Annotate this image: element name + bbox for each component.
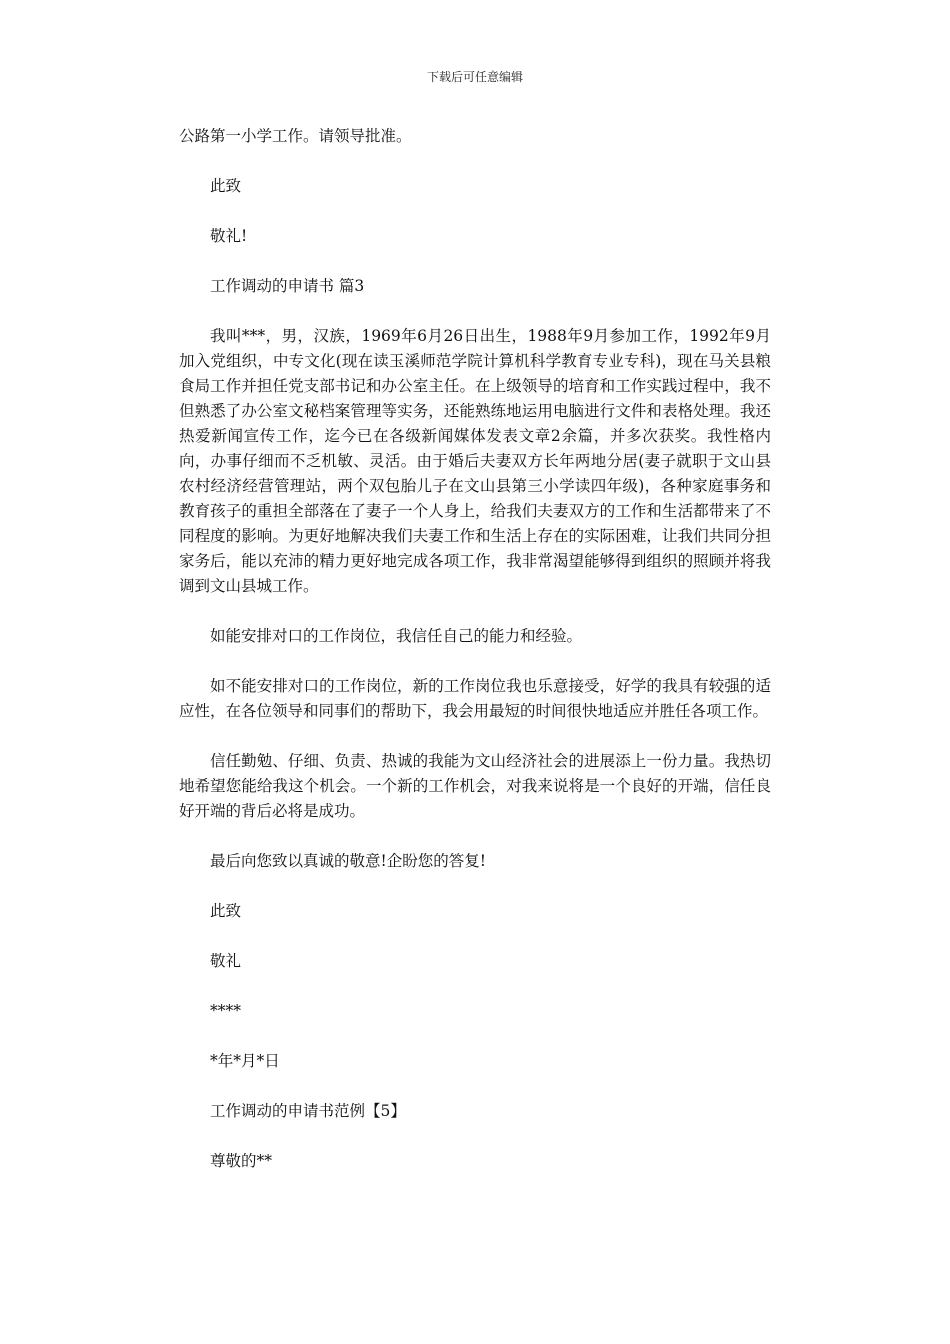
- section-title: 工作调动的申请书 篇3: [210, 277, 365, 295]
- greeting: 尊敬的**: [210, 1152, 273, 1170]
- closing-respect: 敬礼: [210, 952, 242, 970]
- paragraph: 如能安排对口的工作岗位，我信任自己的能力和经验。: [210, 627, 583, 645]
- document-body: [179, 124, 771, 1199]
- section-title: 工作调动的申请书范例【5】: [210, 1102, 406, 1120]
- paragraph-intro: 我叫***，男，汉族，1969年6月26日出生，1988年9月参加工作，1992年9月加入党组织，中专文化(现在读玉溪师范学院计算机科学教育专业专科)，现在马关县粮食局工作并担任党支部书记和办公室主任。在上级领导的培育和工作实践过程中，我不但熟悉了办公室文秘档案管理等实务，还能熟练地运用电脑进行文件和表格处理。我还热爱新闻宣传工作，迄今已在各级新闻媒体发表文章2余篇，并多次获奖。我性格内向，办事仔细而不乏机敏、灵活。由于婚后夫妻双方长年两地分居(妻子就职于文山县农村经济经营管理站，两个双包胎儿子在文山县第三小学读四年级)，各种家庭事务和教育孩子的重担全部落在了妻子一个人身上，给我们夫妻双方的工作和生活都带来了不同程度的影响。为更好地解决我们夫妻工作和生活上存在的实际困难，让我们共同分担家务后，能以充沛的精力更好地完成各项工作，我非常渴望能够得到组织的照顾并将我调到文山县城工作。: [179, 327, 771, 595]
- closing-salutation: 此致: [210, 902, 242, 920]
- paragraph-continuation: 公路第一小学工作。请领导批准。: [179, 127, 412, 145]
- paragraph: 信任勤勉、仔细、负责、热诚的我能为文山经济社会的进展添上一份力量。我热切地希望您能给我这个机会。一个新的工作机会，对我来说将是一个良好的开端，信任良好开端的背后必将是成功。: [179, 752, 771, 820]
- signature: ****: [210, 1002, 241, 1020]
- page-header: 下载后可任意编辑: [426, 70, 523, 84]
- closing-salutation: 此致: [210, 177, 242, 195]
- date-line: *年*月*日: [210, 1052, 280, 1070]
- closing-respect: 敬礼!: [210, 227, 248, 245]
- paragraph: 最后向您致以真诚的敬意!企盼您的答复!: [210, 852, 486, 870]
- paragraph: 如不能安排对口的工作岗位，新的工作岗位我也乐意接受，好学的我具有较强的适应性，在各位领导和同事们的帮助下，我会用最短的时间很快地适应并胜任各项工作。: [179, 677, 771, 720]
